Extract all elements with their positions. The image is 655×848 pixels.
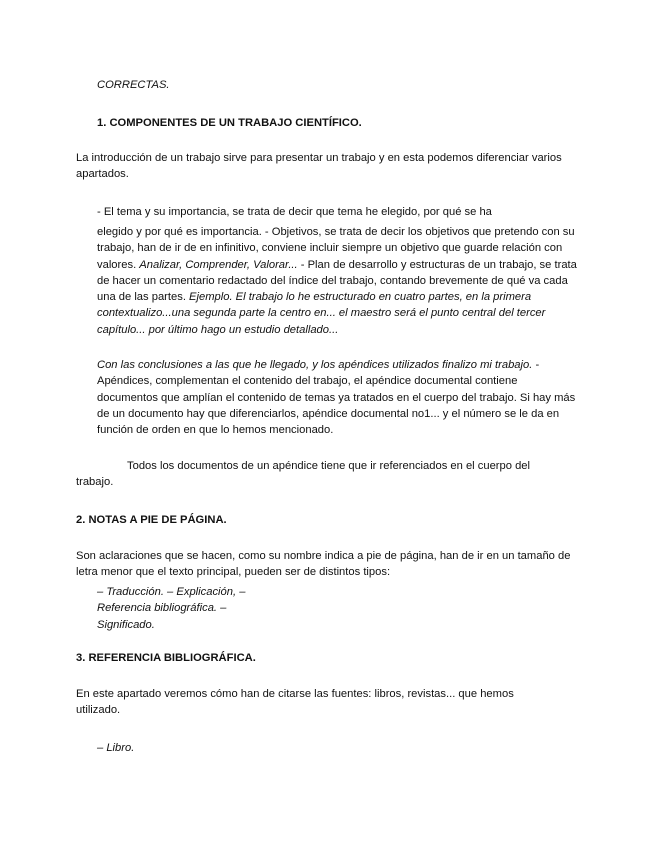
detail-plan-text: - Plan de desarrollo y estructuras de un trabajo, se trata de hacer un comentario redactado del índice del trabajo, contando brevemente de qué va cada una de las partes.: [97, 258, 577, 304]
references-note: Todos los documentos de un apéndice tiene que ir referenciados en el cuerpo del trabajo.: [76, 460, 531, 489]
section-intro: En este apartado veremos cómo han de citarse las fuentes: libros, revistas... que hemos utilizado.: [76, 688, 514, 717]
list-item: Significado.: [97, 618, 155, 631]
detail-example: Ejemplo. El trabajo lo he estructurado en cuatro partes, en la primera contextualizo...una segunda parte la centro en... el maestro será el punto central del tercer capítulo... por último hago un estudio detallado...: [97, 291, 546, 336]
appendix-paragraph: [97, 357, 579, 438]
detail-verbs: Analizar, Comprender, Valorar...: [139, 258, 298, 271]
section-intro: La introducción de un trabajo sirve para presentar un trabajo y en esta podemos diferenciar varios apartados.: [76, 152, 562, 181]
top-label: CORRECTAS.: [97, 79, 170, 91]
section-heading: 2. NOTAS A PIE DE PÁGINA.: [76, 514, 227, 526]
section-detail-paragraph: [97, 224, 579, 338]
section-intro: Son aclaraciones que se hacen, como su nombre indica a pie de página, han de ir en un tamaño de letra menor que el texto principal, pueden ser de distintos tipos:: [76, 550, 571, 579]
list-item: Referencia bibliográfica. –: [97, 602, 227, 615]
section-heading: 3. REFERENCIA BIBLIOGRÁFICA.: [76, 652, 256, 664]
detail-main-text: elegido y por qué es importancia. - Objetivos, se trata de decir los objetivos que pretendo con su trabajo, han de ir de en infinitivo, conviene incluir siempre un objetivo que guarde relación con valores.: [97, 226, 575, 271]
detail-first-line: - El tema y su importancia, se trata de decir que tema he elegido, por qué se ha: [97, 206, 492, 218]
list-item: – Libro.: [97, 742, 135, 754]
appendix-text: - Apéndices, complementan el contenido del trabajo, el apéndice documental contiene documentos que amplían el contenido de temas ya tratados en el cuerpo del trabajo. Si hay más de un documento hay que diferenciarlos, apéndice documental no1... y el número se le da en función de orden en que lo hemos mencionado.: [97, 359, 576, 437]
conclusions-text: Con las conclusiones a las que he llegado, y los apéndices utilizados finalizo mi trabajo.: [97, 359, 533, 371]
section-heading: 1. COMPONENTES DE UN TRABAJO CIENTÍFICO.: [97, 117, 362, 129]
footnote-types-list: [97, 584, 245, 633]
list-item: – Traducción. – Explicación, –: [97, 586, 246, 598]
